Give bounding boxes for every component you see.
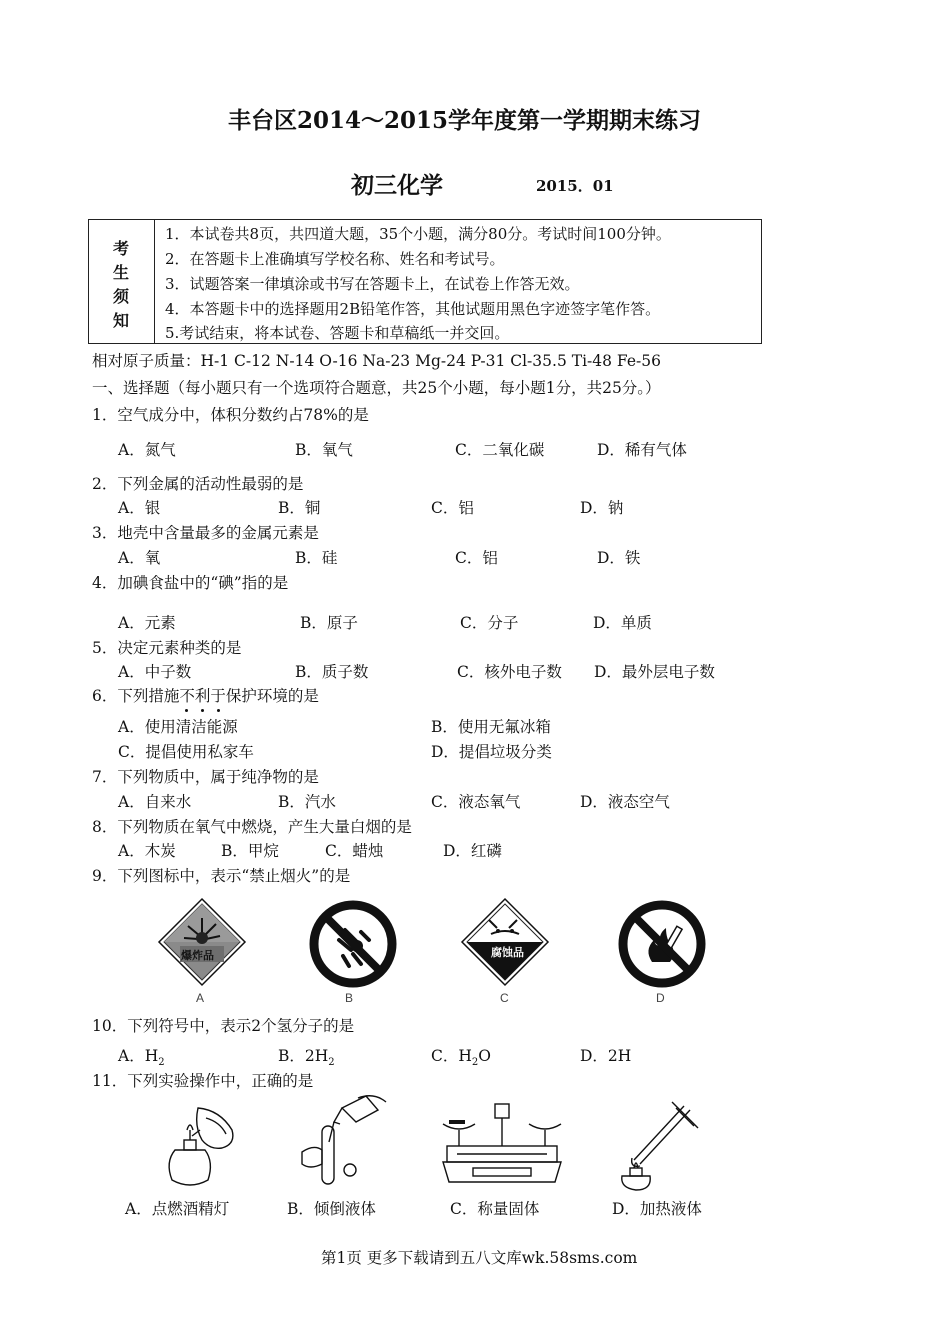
option: D．稀有气体: [597, 441, 687, 459]
balance-scale-icon: [437, 1098, 567, 1190]
formula-text: B．2H: [278, 1047, 329, 1065]
option: C．核外电子数: [457, 663, 562, 681]
emphasized-text: [179, 687, 226, 705]
option: A．氧: [118, 549, 161, 567]
option: A．木炭: [118, 842, 176, 860]
notice-label-char: 生: [113, 263, 130, 282]
notice-item: 5.考试结束，将本试卷、答题卡和草稿纸一并交回。: [165, 324, 510, 342]
option: [431, 1044, 491, 1068]
option: C．分子: [460, 614, 519, 632]
formula-subscript: 2: [158, 1057, 165, 1069]
question-stem: 11．下列实验操作中，正确的是: [92, 1072, 314, 1090]
explosive-sign-icon: [158, 898, 246, 986]
option: C．铝: [455, 549, 498, 567]
option: D．加热液体: [612, 1200, 702, 1218]
question-stem: [92, 684, 319, 706]
option: C．提倡使用私家车: [118, 743, 254, 761]
option: A．使用清洁能源: [118, 718, 238, 736]
option: A．点燃酒精灯: [125, 1200, 230, 1218]
page-title: 丰台区2014～2015学年度第一学期期末练习: [228, 107, 702, 134]
option: A．银: [118, 499, 161, 517]
lighting-alcohol-lamp-icon: [150, 1100, 245, 1192]
option: C．液态氧气: [431, 793, 521, 811]
page-subtitle: 初三化学: [351, 172, 443, 199]
option: D．单质: [593, 614, 652, 632]
option: B．质子数: [295, 663, 369, 681]
option: B．汽水: [278, 793, 336, 811]
exam-date: 2015．01: [536, 177, 614, 195]
formula-text: D．2H: [580, 1047, 632, 1065]
question-stem: 3．地壳中含量最多的金属元素是: [92, 524, 319, 542]
question-stem: 8．下列物质在氧气中燃烧，产生大量白烟的是: [92, 818, 412, 836]
section-heading: 一、选择题（每小题只有一个选项符合题意，共25个小题，每小题1分，共25分。）: [92, 379, 661, 397]
question-stem: 10．下列符号中，表示2个氢分子的是: [92, 1017, 355, 1035]
corrosive-sign-icon: [461, 898, 549, 986]
option: B．铜: [278, 499, 321, 517]
emphasized-word: 不利于: [179, 687, 226, 705]
notice-label-char: 须: [113, 287, 130, 306]
notice-label-char: 考: [113, 239, 130, 258]
option: A．中子数: [118, 663, 192, 681]
option: B．倾倒液体: [287, 1200, 376, 1218]
no-open-flame-sign-icon: [618, 900, 706, 988]
notice-item: 3．试题答案一律填涂或书写在答题卡上，在试卷上作答无效。: [165, 275, 580, 293]
question-stem: 9．下列图标中，表示“禁止烟火”的是: [92, 867, 351, 885]
notice-label: [89, 220, 155, 343]
notice-item: 1．本试卷共8页，共四道大题，35个小题，满分80分。考试时间100分钟。: [165, 225, 671, 243]
option: D．液态空气: [580, 793, 670, 811]
pouring-liquid-icon: [296, 1092, 391, 1192]
option: B．氧气: [295, 441, 353, 459]
option: [278, 1044, 335, 1068]
sign-caption: D: [656, 991, 665, 1005]
option: B．硅: [295, 549, 338, 567]
sign-caption: A: [196, 991, 205, 1005]
formula-text: C．H: [431, 1047, 472, 1065]
option: B．使用无氟冰箱: [431, 718, 551, 736]
question-stem: 2．下列金属的活动性最弱的是: [92, 475, 304, 493]
option: A．自来水: [118, 793, 192, 811]
option: D．钠: [580, 499, 624, 517]
option: D．提倡垃圾分类: [431, 743, 552, 761]
option: D．红磷: [443, 842, 502, 860]
question-stem: 5．决定元素种类的是: [92, 639, 242, 657]
question-stem: 7．下列物质中，属于纯净物的是: [92, 768, 319, 786]
notice-item: 4．本答题卡中的选择题用2B铅笔作答，其他试题用黑色字迹签字笔作答。: [165, 300, 661, 318]
stem-text: 保护环境的是: [225, 687, 319, 705]
heating-liquid-icon: [612, 1098, 707, 1194]
option: B．甲烷: [221, 842, 279, 860]
stem-text: 6．下列措施: [92, 687, 180, 705]
option: C．铝: [431, 499, 474, 517]
sign-label: 爆炸品: [181, 949, 214, 962]
notice-item: 2．在答题卡上准确填写学校名称、姓名和考试号。: [165, 250, 505, 268]
option: C．称量固体: [450, 1200, 540, 1218]
atomic-masses: 相对原子质量：H-1 C-12 N-14 O-16 Na-23 Mg-24 P-31 Cl-35.5 Ti-48 Fe-56: [92, 352, 661, 370]
notice-box: [88, 219, 762, 344]
no-fire-hazard-sign-icon: [309, 900, 397, 988]
formula-subscript: 2: [471, 1057, 479, 1069]
formula-subscript: 2: [328, 1057, 335, 1069]
option: [580, 1044, 631, 1068]
option: A．氮气: [118, 441, 176, 459]
formula-text: A．H: [118, 1047, 159, 1065]
option: D．铁: [597, 549, 641, 567]
sign-caption: C: [500, 991, 509, 1005]
option: D．最外层电子数: [594, 663, 715, 681]
option: C．二氧化碳: [455, 441, 545, 459]
sign-caption: B: [345, 991, 354, 1005]
option: [118, 1044, 165, 1068]
question-stem: 1．空气成分中，体积分数约占78%的是: [92, 406, 369, 424]
option: A．元素: [118, 614, 176, 632]
sign-label: 腐蚀品: [491, 946, 524, 959]
option: B．原子: [300, 614, 358, 632]
question-stem: 4．加碘食盐中的“碘”指的是: [92, 574, 289, 592]
notice-label-char: 知: [113, 311, 130, 330]
formula-text: O: [478, 1047, 491, 1065]
page-footer: 第1页 更多下载请到五八文库wk.58sms.com: [321, 1249, 638, 1267]
option: C．蜡烛: [325, 842, 384, 860]
